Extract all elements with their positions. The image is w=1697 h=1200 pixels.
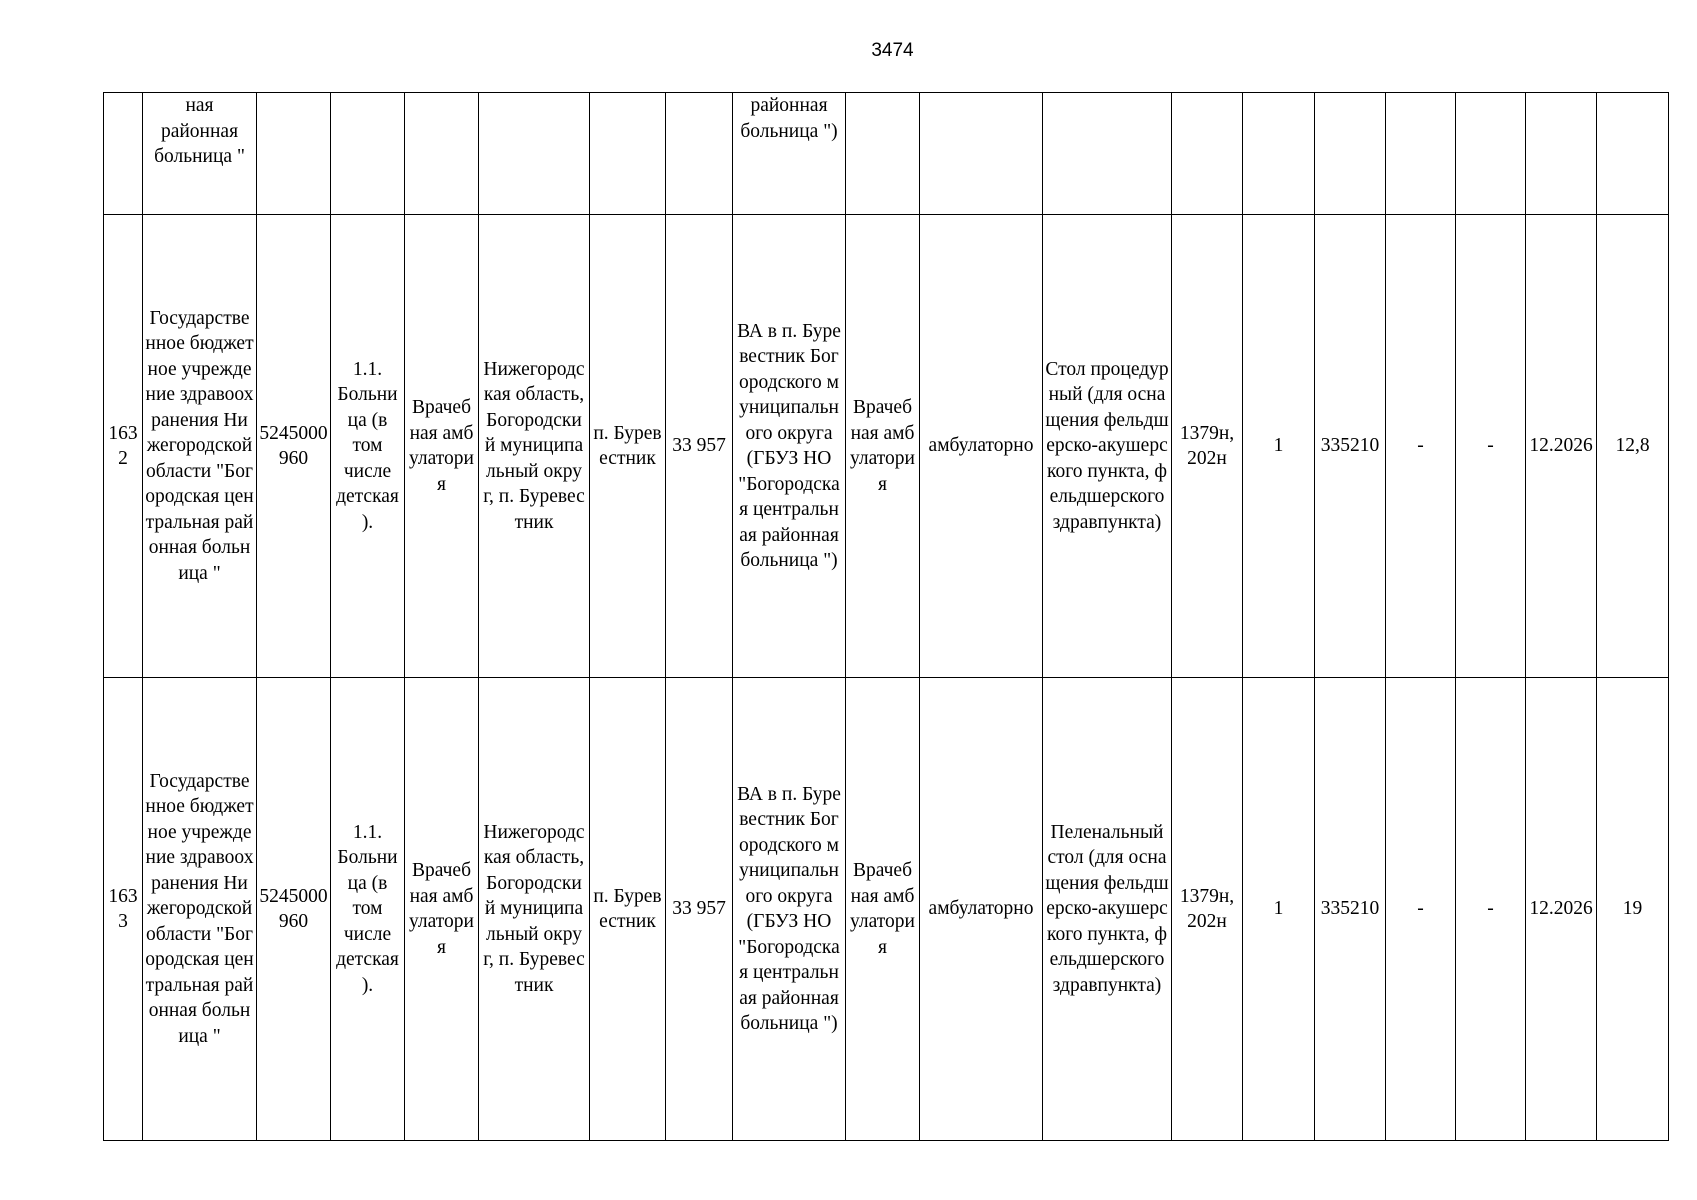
cell-quantity: 1 [1243,678,1315,1141]
cell-date: 12.2026 [1526,678,1597,1141]
cell-postal: 33 957 [666,678,733,1141]
cell-unit-type: Врачебная амбулатория [405,678,479,1141]
cell-date [1526,93,1597,215]
cell-col-b: - [1456,215,1526,678]
cell-unit-type [405,93,479,215]
cell-col-b: - [1456,678,1526,1141]
cell-unit-type: Врачебная амбулатория [405,215,479,678]
cell-index [104,93,143,215]
cell-address [479,93,590,215]
cell-col-a: - [1386,678,1456,1141]
cell-code: 5245000960 [257,215,331,678]
cell-category: 1.1. Больница (в том числе детская). [331,215,405,678]
cell-col-a [1386,93,1456,215]
table-row-continuation [104,93,1669,215]
cell-index: 1632 [104,215,143,678]
cell-settlement: п. Буревестник [590,678,666,1141]
cell-facility-type: Врачебная амбулатория [846,215,920,678]
cell-index: 1633 [104,678,143,1141]
cell-quantity: 1 [1243,215,1315,678]
cell-col-a: - [1386,215,1456,678]
cell-facility-type [846,93,920,215]
cell-care-form: амбулаторно [920,215,1043,678]
cell-price: 12,8 [1597,215,1669,678]
cell-price [1597,93,1669,215]
cell-care-form: амбулаторно [920,678,1043,1141]
cell-settlement [590,93,666,215]
cell-quantity [1243,93,1315,215]
cell-okpd: 335210 [1315,215,1386,678]
cell-care-form [920,93,1043,215]
cell-category: 1.1. Больница (в том числе детская). [331,678,405,1141]
cell-col-b [1456,93,1526,215]
equipment-table [103,92,1669,1141]
cell-organization: Государственное бюджетное учреждение здравоохранения Нижегородской области "Богородская центральная районная больница " [143,215,257,678]
cell-okpd [1315,93,1386,215]
cell-settlement: п. Буревестник [590,215,666,678]
cell-order: 1379н, 202н [1172,678,1243,1141]
cell-date: 12.2026 [1526,215,1597,678]
cell-equipment [1043,93,1172,215]
cell-facility: ВА в п. Буревестник Богородского муниципального округа (ГБУЗ НО "Богородская центральная районная больница ") [733,678,846,1141]
cell-code [257,93,331,215]
cell-order: 1379н, 202н [1172,215,1243,678]
cell-postal [666,93,733,215]
cell-order [1172,93,1243,215]
cell-equipment: Пеленальный стол (для оснащения фельдшерско-акушерского пункта, фельдшерского здравпункта) [1043,678,1172,1141]
cell-facility-type: Врачебная амбулатория [846,678,920,1141]
cell-price: 19 [1597,678,1669,1141]
table-row [104,215,1669,678]
cell-okpd: 335210 [1315,678,1386,1141]
cell-postal: 33 957 [666,215,733,678]
table-row [104,678,1669,1141]
cell-facility: районная больница ") [733,93,846,215]
cell-category [331,93,405,215]
cell-facility: ВА в п. Буревестник Богородского муниципального округа (ГБУЗ НО "Богородская центральная районная больница ") [733,215,846,678]
cell-equipment: Стол процедурный (для оснащения фельдшерско-акушерского пункта, фельдшерского здравпункта) [1043,215,1172,678]
cell-organization: ная районная больница " [143,93,257,215]
cell-address: Нижегородская область, Богородский муниципальный округ, п. Буревестник [479,215,590,678]
cell-organization: Государственное бюджетное учреждение здравоохранения Нижегородской области "Богородская центральная районная больница " [143,678,257,1141]
cell-code: 5245000960 [257,678,331,1141]
cell-address: Нижегородская область, Богородский муниципальный округ, п. Буревестник [479,678,590,1141]
page-number: 3474 [871,40,914,61]
